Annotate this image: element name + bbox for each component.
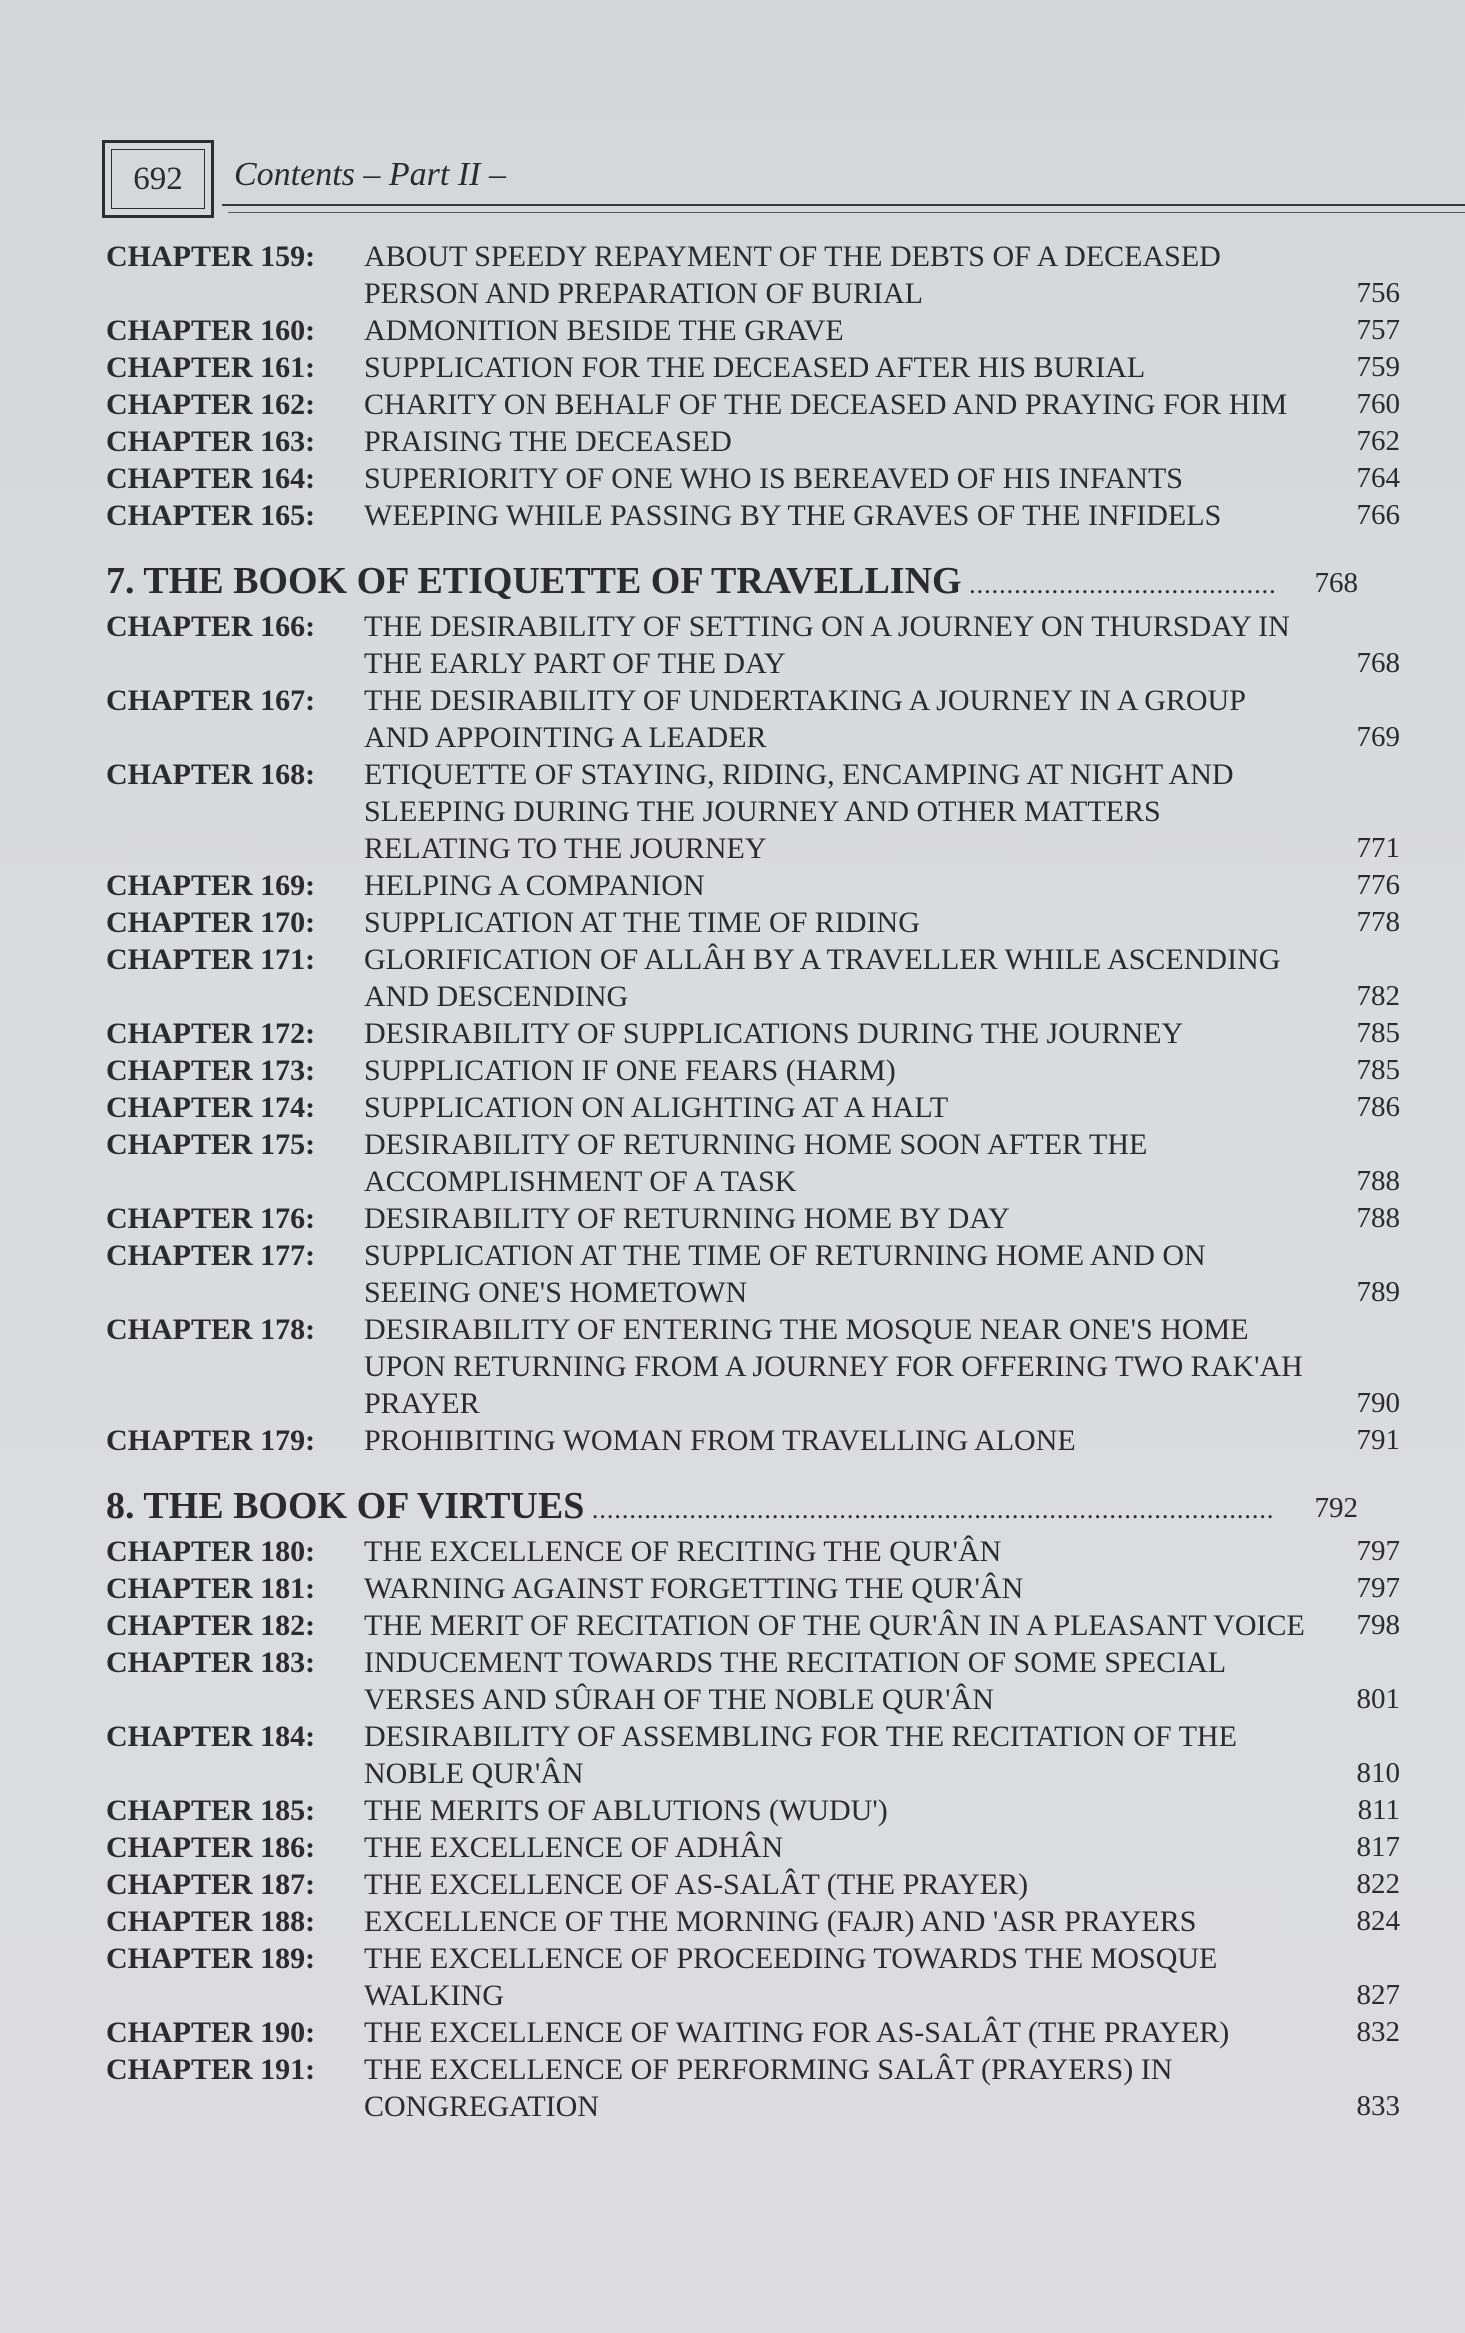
chapter-page-number: 797 [1356, 1535, 1400, 1567]
chapter-page-number: 827 [1356, 1979, 1400, 2011]
book-title: 7. THE BOOK OF ETIQUETTE OF TRAVELLING ..... [106, 558, 1274, 608]
chapter-title: HELPING A COMPANION [364, 869, 705, 902]
chapter-title: THE EXCELLENCE OF AS-SALÂT (THE PRAYER) [364, 1868, 1029, 1901]
chapter-page-number: 811 [1357, 1794, 1400, 1826]
chapter-page-number: 757 [1356, 314, 1400, 346]
chapter-page-number: 782 [1356, 980, 1400, 1012]
chapter-page-number: 791 [1356, 1424, 1400, 1456]
toc-entry [106, 1644, 1406, 1718]
chapter-title: THE MERIT OF RECITATION OF THE QUR'ÂN IN A PLEASANT VOICE [364, 1609, 1305, 1642]
toc-entry [106, 386, 1406, 423]
toc-entry [106, 1533, 1406, 1570]
toc-entry [106, 1237, 1406, 1311]
toc-entry [106, 1126, 1406, 1200]
chapter-label: CHAPTER 176: [106, 1202, 316, 1235]
chapter-page-number: 790 [1356, 1387, 1400, 1419]
chapter-page-number: 788 [1356, 1165, 1400, 1197]
chapter-label: CHAPTER 185: [106, 1794, 316, 1827]
chapter-title: WARNING AGAINST FORGETTING THE QUR'ÂN [364, 1572, 1024, 1605]
toc-entry [106, 608, 1406, 682]
chapter-page-number: 788 [1356, 1202, 1400, 1234]
chapter-page-number: 789 [1356, 1276, 1400, 1308]
chapter-page-number: 785 [1356, 1017, 1400, 1049]
chapter-title: SUPPLICATION AT THE TIME OF RIDING [364, 906, 920, 939]
running-title: Contents – Part II – [234, 156, 506, 193]
chapter-page-number: 822 [1356, 1868, 1400, 1900]
chapter-label: CHAPTER 162: [106, 388, 316, 421]
chapter-label: CHAPTER 165: [106, 499, 316, 532]
chapter-title: DESIRABILITY OF ENTERING THE MOSQUE NEAR ONE'S HOME UPON RETURNING FROM A JOURNEY FOR OFFERING TWO RAK'AH PRAYER [364, 1313, 1303, 1420]
chapter-title: SUPPLICATION FOR THE DECEASED AFTER HIS BURIAL [364, 351, 1146, 384]
toc-entry [106, 460, 1406, 497]
chapter-title: WEEPING WHILE PASSING BY THE GRAVES OF THE INFIDELS [364, 499, 1222, 532]
chapter-label: CHAPTER 177: [106, 1239, 316, 1272]
toc-entry [106, 1718, 1406, 1792]
chapter-title: THE MERITS OF ABLUTIONS (WUDU') [364, 1794, 888, 1827]
chapter-title: SUPERIORITY OF ONE WHO IS BEREAVED OF HIS INFANTS [364, 462, 1183, 495]
book-heading [106, 1483, 1406, 1533]
chapter-label: CHAPTER 187: [106, 1868, 316, 1901]
chapter-label: CHAPTER 171: [106, 943, 316, 976]
chapter-page-number: 760 [1356, 388, 1400, 420]
book-page-number: 792 [1314, 1492, 1358, 1524]
toc-entry [106, 1570, 1406, 1607]
chapter-label: CHAPTER 186: [106, 1831, 316, 1864]
chapter-label: CHAPTER 190: [106, 2016, 316, 2049]
chapter-label: CHAPTER 173: [106, 1054, 316, 1087]
chapter-page-number: 817 [1356, 1831, 1400, 1863]
chapter-label: CHAPTER 179: [106, 1424, 316, 1457]
chapter-page-number: 810 [1356, 1757, 1400, 1789]
chapter-title: THE EXCELLENCE OF PROCEEDING TOWARDS THE MOSQUE WALKING [364, 1942, 1218, 2012]
chapter-title: SUPPLICATION IF ONE FEARS (HARM) [364, 1054, 896, 1087]
chapter-page-number: 778 [1356, 906, 1400, 938]
header-rule [222, 204, 1465, 206]
chapter-title: PROHIBITING WOMAN FROM TRAVELLING ALONE [364, 1424, 1076, 1457]
chapter-title: INDUCEMENT TOWARDS THE RECITATION OF SOME SPECIAL VERSES AND SÛRAH OF THE NOBLE QUR'ÂN [364, 1646, 1225, 1716]
chapter-title: THE EXCELLENCE OF WAITING FOR AS-SALÂT (THE PRAYER) [364, 2016, 1230, 2049]
chapter-label: CHAPTER 168: [106, 758, 316, 791]
chapter-title: THE DESIRABILITY OF UNDERTAKING A JOURNEY IN A GROUP AND APPOINTING A LEADER [364, 684, 1245, 754]
chapter-title: ABOUT SPEEDY REPAYMENT OF THE DEBTS OF A DECEASED PERSON AND PREPARATION OF BURIAL [364, 240, 1221, 310]
chapter-title: SUPPLICATION ON ALIGHTING AT A HALT [364, 1091, 949, 1124]
toc-entry [106, 1903, 1406, 1940]
chapter-page-number: 785 [1356, 1054, 1400, 1086]
chapter-page-number: 759 [1356, 351, 1400, 383]
toc-entry [106, 1792, 1406, 1829]
toc-entry [106, 1089, 1406, 1126]
chapter-label: CHAPTER 172: [106, 1017, 316, 1050]
toc-entry [106, 1940, 1406, 2014]
chapter-page-number: 766 [1356, 499, 1400, 531]
chapter-page-number: 762 [1356, 425, 1400, 457]
chapter-title: ETIQUETTE OF STAYING, RIDING, ENCAMPING AT NIGHT AND SLEEPING DURING THE JOURNEY AND OTHER MATTERS RELATING TO THE JOURNEY [364, 758, 1234, 865]
chapter-page-number: 776 [1356, 869, 1400, 901]
chapter-page-number: 756 [1356, 277, 1400, 309]
chapter-page-number: 764 [1356, 462, 1400, 494]
chapter-title: PRAISING THE DECEASED [364, 425, 732, 458]
chapter-label: CHAPTER 164: [106, 462, 316, 495]
chapter-title: THE EXCELLENCE OF RECITING THE QUR'ÂN [364, 1535, 1002, 1568]
chapter-label: CHAPTER 180: [106, 1535, 316, 1568]
chapter-label: CHAPTER 181: [106, 1572, 316, 1605]
chapter-page-number: 768 [1356, 647, 1400, 679]
toc-entry [106, 1052, 1406, 1089]
toc-entry [106, 1607, 1406, 1644]
toc-entry [106, 312, 1406, 349]
chapter-label: CHAPTER 159: [106, 240, 316, 273]
chapter-page-number: 824 [1356, 1905, 1400, 1937]
toc-entry [106, 2051, 1406, 2125]
chapter-label: CHAPTER 161: [106, 351, 316, 384]
chapter-label: CHAPTER 160: [106, 314, 316, 347]
page-number-box [102, 140, 214, 218]
chapter-label: CHAPTER 170: [106, 906, 316, 939]
page-header [102, 140, 1370, 224]
chapter-title: ADMONITION BESIDE THE GRAVE [364, 314, 844, 347]
toc-entry [106, 1015, 1406, 1052]
toc-entry [106, 682, 1406, 756]
toc-entry [106, 2014, 1406, 2051]
toc-entry [106, 349, 1406, 386]
chapter-page-number: 786 [1356, 1091, 1400, 1123]
chapter-page-number: 832 [1356, 2016, 1400, 2048]
chapter-page-number: 769 [1356, 721, 1400, 753]
table-of-contents [106, 238, 1406, 2125]
chapter-label: CHAPTER 163: [106, 425, 316, 458]
chapter-page-number: 833 [1356, 2090, 1400, 2122]
chapter-title: GLORIFICATION OF ALLÂH BY A TRAVELLER WHILE ASCENDING AND DESCENDING [364, 943, 1281, 1013]
toc-entry [106, 756, 1406, 867]
toc-entry [106, 1200, 1406, 1237]
book-title: 8. THE BOOK OF VIRTUES ..... [106, 1483, 1274, 1533]
toc-entry [106, 867, 1406, 904]
chapter-label: CHAPTER 175: [106, 1128, 316, 1161]
toc-entry [106, 1866, 1406, 1903]
chapter-title: THE EXCELLENCE OF PERFORMING SALÂT (PRAYERS) IN CONGREGATION [364, 2053, 1173, 2123]
toc-entry [106, 1422, 1406, 1459]
toc-entry [106, 423, 1406, 460]
chapter-title: DESIRABILITY OF ASSEMBLING FOR THE RECITATION OF THE NOBLE QUR'ÂN [364, 1720, 1237, 1790]
chapter-title: CHARITY ON BEHALF OF THE DECEASED AND PRAYING FOR HIM [364, 388, 1288, 421]
toc-entry [106, 1311, 1406, 1422]
header-rule-thin [228, 212, 1465, 213]
toc-entry [106, 941, 1406, 1015]
toc-entry [106, 497, 1406, 534]
chapter-title: DESIRABILITY OF SUPPLICATIONS DURING THE JOURNEY [364, 1017, 1184, 1050]
book-heading [106, 558, 1406, 608]
chapter-page-number: 801 [1356, 1683, 1400, 1715]
chapter-label: CHAPTER 166: [106, 610, 316, 643]
chapter-label: CHAPTER 169: [106, 869, 316, 902]
chapter-page-number: 771 [1356, 832, 1400, 864]
chapter-title: THE DESIRABILITY OF SETTING ON A JOURNEY ON THURSDAY IN THE EARLY PART OF THE DAY [364, 610, 1290, 680]
page-number: 692 [111, 149, 205, 209]
toc-entry [106, 1829, 1406, 1866]
chapter-page-number: 798 [1356, 1609, 1400, 1641]
chapter-title: EXCELLENCE OF THE MORNING (FAJR) AND 'ASR PRAYERS [364, 1905, 1197, 1938]
chapter-label: CHAPTER 174: [106, 1091, 316, 1124]
chapter-title: DESIRABILITY OF RETURNING HOME BY DAY [364, 1202, 1010, 1235]
chapter-title: DESIRABILITY OF RETURNING HOME SOON AFTER THE ACCOMPLISHMENT OF A TASK [364, 1128, 1148, 1198]
chapter-label: CHAPTER 182: [106, 1609, 316, 1642]
chapter-label: CHAPTER 191: [106, 2053, 316, 2086]
chapter-title: SUPPLICATION AT THE TIME OF RETURNING HOME AND ON SEEING ONE'S HOMETOWN [364, 1239, 1206, 1309]
chapter-label: CHAPTER 184: [106, 1720, 316, 1753]
chapter-label: CHAPTER 188: [106, 1905, 316, 1938]
toc-entry [106, 238, 1406, 312]
toc-entry [106, 904, 1406, 941]
chapter-label: CHAPTER 183: [106, 1646, 316, 1679]
chapter-label: CHAPTER 167: [106, 684, 316, 717]
book-page-number: 768 [1314, 567, 1358, 599]
chapter-title: THE EXCELLENCE OF ADHÂN [364, 1831, 784, 1864]
chapter-label: CHAPTER 178: [106, 1313, 316, 1346]
chapter-page-number: 797 [1356, 1572, 1400, 1604]
chapter-label: CHAPTER 189: [106, 1942, 316, 1975]
